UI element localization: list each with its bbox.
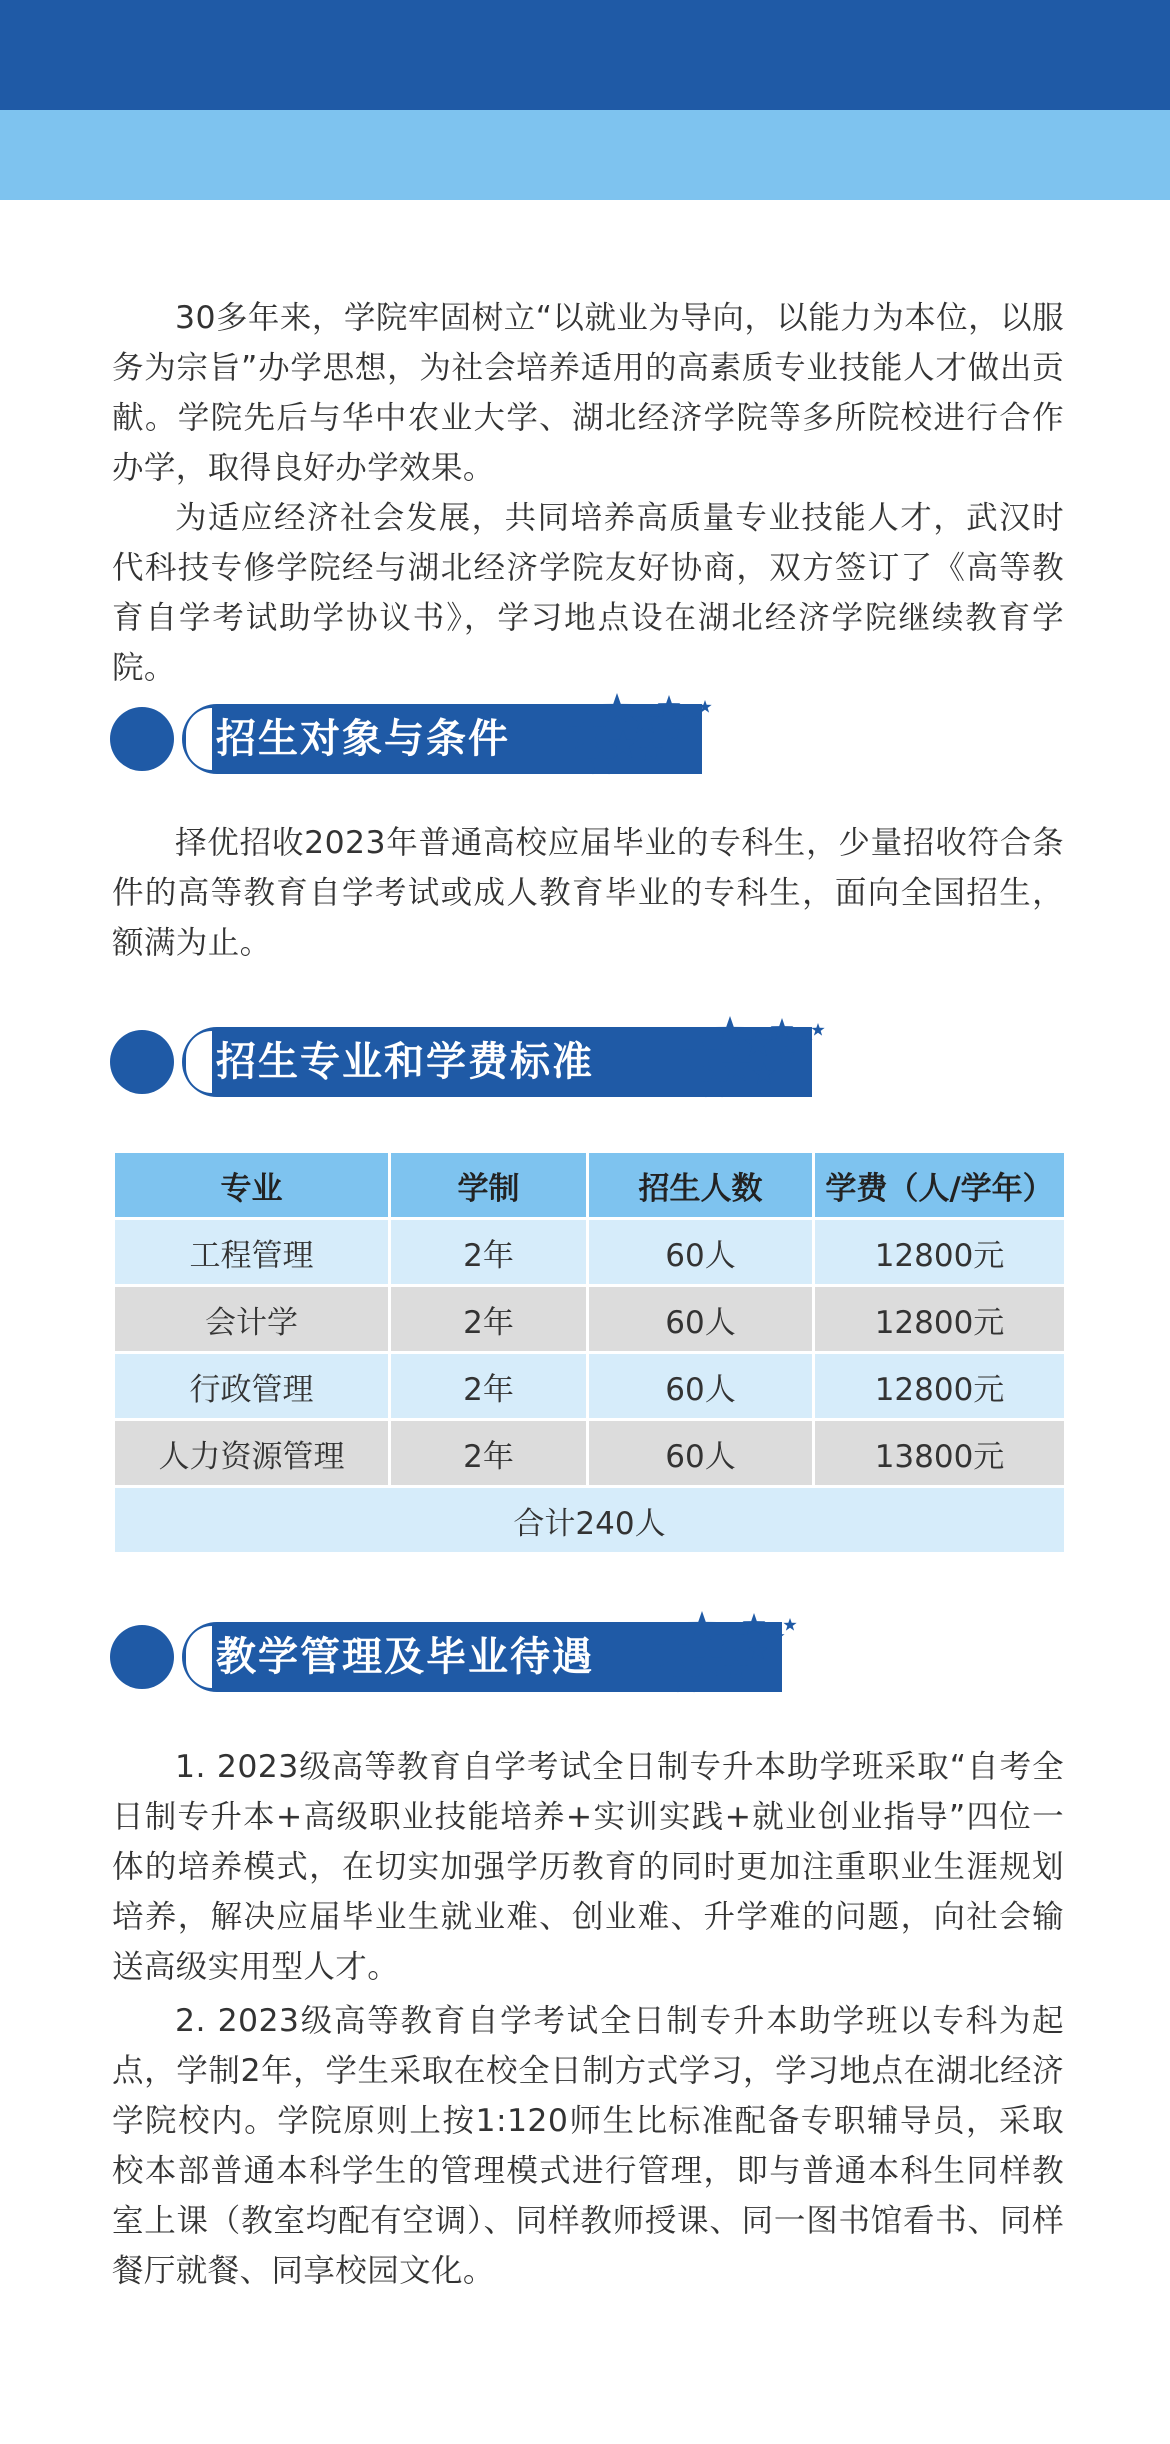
header-enrollment: 招生人数 <box>588 1152 814 1219</box>
cell-duration: 2年 <box>390 1286 588 1353</box>
cell-major: 行政管理 <box>114 1353 390 1420</box>
cell-duration: 2年 <box>390 1420 588 1487</box>
cell-tuition: 13800元 <box>814 1420 1066 1487</box>
cell-enrollment: 60人 <box>588 1420 814 1487</box>
header-major: 专业 <box>114 1152 390 1219</box>
fee-table <box>112 1150 1067 1555</box>
cell-tuition: 12800元 <box>814 1286 1066 1353</box>
table-header-row <box>114 1152 1066 1219</box>
cell-enrollment: 60人 <box>588 1219 814 1286</box>
header-light-band <box>0 110 1170 200</box>
section-header-majors-fees <box>110 1008 830 1118</box>
table-row <box>114 1286 1066 1353</box>
section-title: 招生专业和学费标准 <box>216 1039 594 1085</box>
cell-major: 人力资源管理 <box>114 1420 390 1487</box>
section1-body: 择优招收2023年普通高校应届毕业的专科生，少量招收符合条件的高等教育自学考试或成人教育毕业的专科生，面向全国招生，额满为止。 <box>112 825 1064 961</box>
header-duration: 学制 <box>390 1152 588 1219</box>
bullet-circle-icon <box>110 1625 174 1689</box>
table-row <box>114 1219 1066 1286</box>
section-title: 教学管理及毕业待遇 <box>216 1634 594 1680</box>
cell-major: 工程管理 <box>114 1219 390 1286</box>
cell-tuition: 12800元 <box>814 1219 1066 1286</box>
table-total-row <box>114 1487 1066 1554</box>
stars-icon <box>678 1008 828 1118</box>
header-tuition: 学费（人/学年） <box>814 1152 1066 1219</box>
section-header-teaching-management <box>110 1603 830 1713</box>
cell-enrollment: 60人 <box>588 1353 814 1420</box>
table-row <box>114 1353 1066 1420</box>
cell-enrollment: 60人 <box>588 1286 814 1353</box>
section3-paragraph-1: 1. 2023级高等教育自学考试全日制专升本助学班采取“自考全日制专升本+高级职业技能培养+实训实践+就业创业指导”四位一体的培养模式，在切实加强学历教育的同时更加注重职业生涯规划培养，解决应届毕业生就业难、创业难、升学难的问题，向社会输送高级实用型人才。 <box>112 1749 1064 1985</box>
bullet-circle-icon <box>110 1030 174 1094</box>
bullet-circle-icon <box>110 707 174 771</box>
stars-icon <box>650 1603 800 1713</box>
section-title: 招生对象与条件 <box>216 716 510 762</box>
cell-major: 会计学 <box>114 1286 390 1353</box>
intro-paragraph-1: 30多年来，学院牢固树立“以就业为导向，以能力为本位，以服务为宗旨”办学思想，为社会培养适用的高素质专业技能人才做出贡献。学院先后与华中农业大学、湖北经济学院等多所院校进行合作办学，取得良好办学效果。 <box>112 300 1064 486</box>
cell-tuition: 12800元 <box>814 1353 1066 1420</box>
table-row <box>114 1420 1066 1487</box>
header-band <box>0 0 1170 110</box>
section-header-admission-target <box>110 685 830 795</box>
cell-total: 合计240人 <box>114 1487 1066 1554</box>
cell-duration: 2年 <box>390 1353 588 1420</box>
section3-paragraph-2: 2. 2023级高等教育自学考试全日制专升本助学班以专科为起点，学制2年，学生采取在校全日制方式学习，学习地点在湖北经济学院校内。学院原则上按1:120师生比标准配备专职辅导员，采取校本部普通本科学生的管理模式进行管理，即与普通本科生同样教室上课（教室均配有空调）、同样教师授课、同一图书馆看书、同样餐厅就餐、同享校园文化。 <box>112 2003 1064 2289</box>
stars-icon <box>565 685 715 795</box>
intro-paragraph-2: 为适应经济社会发展，共同培养高质量专业技能人才，武汉时代科技专修学院经与湖北经济学院友好协商，双方签订了《高等教育自学考试助学协议书》，学习地点设在湖北经济学院继续教育学院。 <box>112 500 1064 686</box>
cell-duration: 2年 <box>390 1219 588 1286</box>
